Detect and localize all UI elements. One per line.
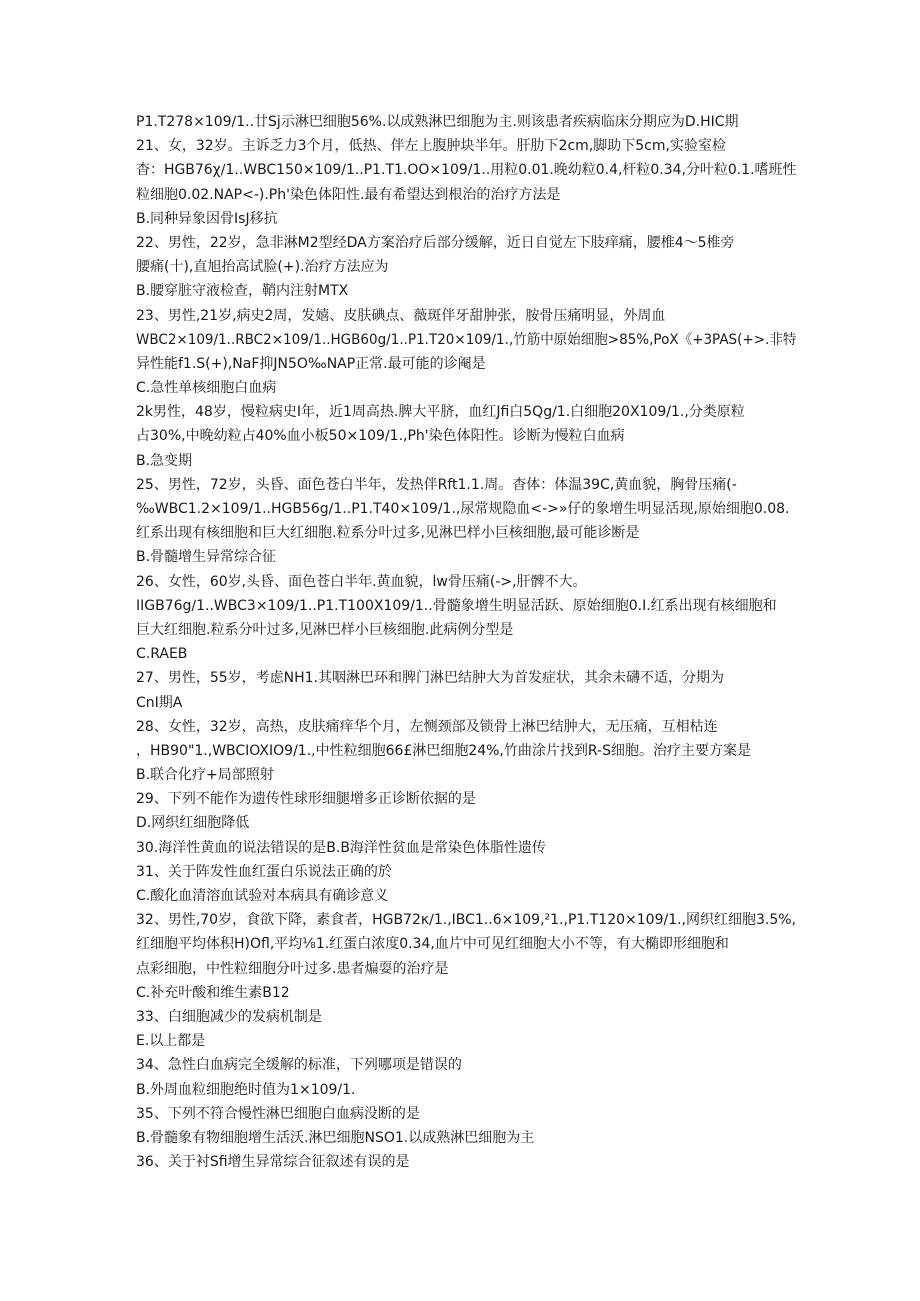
text-line: B.骨髓增生异常综合征 xyxy=(136,549,277,566)
text-line: 点彩细胞，中性粒细胞分叶过多.患者煸耍的治疗是 xyxy=(136,960,449,977)
text-line: C.补充叶酸和维生素B12 xyxy=(136,984,290,1001)
text-line: 杳：HGB76χ∕1..WBC150×109∕1..P1.T1.OO×109∕1..用粒0.01.晚幼粒0.4,杆粒0.34,分叶粒0.1.嗜班性 xyxy=(136,162,797,179)
text-line: 33、白细胞减少的发病机制是 xyxy=(136,1008,322,1025)
text-line: C.酸化血清溶血试验对本病具有确诊意义 xyxy=(136,888,389,904)
text-line: C.RAEB xyxy=(136,646,188,663)
text-line: 29、下列不能作为遗传性球形细腿增多正诊断依据的是 xyxy=(136,791,476,808)
text-line: 30.海洋性黄血的说法错误的是B.B海洋性贫血是常染色体脂性遗传 xyxy=(136,839,546,856)
text-line: B.骨髓象有物细胞增生活沃.淋巴细胞NSO1.以成熟淋巴细胞为主 xyxy=(136,1129,535,1146)
text-line: 腰痛(十),直旭抬高试脸(+).治疗方法应为 xyxy=(136,259,389,276)
text-line: 巨大红细胞.粒系分叶过多,见淋巴样小巨核细胞.此病例分型是 xyxy=(136,621,514,638)
document-body xyxy=(136,110,796,1174)
text-line: C.急性单核细胞白血病 xyxy=(136,380,277,397)
text-line: 26、女性，60岁,头昏、面色苍白半年.黄血貌，lw骨压痛(->,肝髀不大。 xyxy=(136,573,587,590)
text-line: 红系出现有核细胞和巨大红细胞.粒系分叶过多,见淋巴样小巨核细胞,最可能诊断是 xyxy=(136,525,640,542)
text-line: 2k男性，48岁，慢粒病史I年，近1周高热.脾大平脐，血红Jfi白5Qg∕1.白细胞20X109/1.,分类原粒 xyxy=(136,404,745,421)
text-line: CnI期A xyxy=(136,694,183,711)
text-line: 32、男性,70岁，食欲下降，素食者，HGB72κ∕1.,IBC1..6×109,²1.,P1.T120×109/1.,网织红细胞3.5%, xyxy=(136,912,797,929)
text-line: E.以上都是 xyxy=(136,1033,206,1050)
text-line: 36、关于衬Sfi增生异常综合征叙述有误的是 xyxy=(136,1154,410,1171)
text-line: ‰WBC1.2×109∕1..HGB56g∕1..P1.T40×109∕1.,尿常规隐血<->»仔的象增生明显活现,原始细胞0.08. xyxy=(136,501,790,517)
text-line: 35、下列不符合慢性淋巴细胞白血病没断的是 xyxy=(136,1105,420,1122)
text-line: 34、急性白血病完全缓解的标准，下列哪项是错误的 xyxy=(136,1057,462,1074)
text-line: 占30%,中晚幼粒占40%血小板50×109∕1.,Ph'染色体阳性。诊断为慢粒白血病 xyxy=(136,428,625,445)
text-line: D.网织红细胞降低 xyxy=(136,815,250,832)
text-line: IIGB76g∕1..WBC3×109∕1..P1.T100X109/1..骨髓象增生明显活跃、原始细胞0.I.红系出现有核细胞和 xyxy=(136,597,777,614)
text-line: 21、女，32岁。主诉乏力3个月，低热、伴左上腹肿块半年。肝肋下2cm,脚助下5cm,实验室检 xyxy=(136,138,726,155)
text-line: 22、男性，22岁，急非淋M2型经DA方案治疗后部分缓解，近日自觉左下肢痒痛，腰椎4〜5椎旁 xyxy=(136,234,735,251)
text-line: 粒细胞0.02.NAP<-).Ph'染色体阳性.最有希望达到根治的治疗方法是 xyxy=(136,186,561,203)
text-line: P1.T278×109∕1..廿Sj示淋巴细胞56%.以成熟淋巴细胞为主.则该患者疾病临床分期应为D.HIC期 xyxy=(136,114,739,130)
text-line: B.外周血粒细胞绝时值为1×109/1. xyxy=(136,1081,356,1098)
text-line: 23、男性,21岁,病史2周，发嬉、皮肤碘点、薇斑伴牙甜肿张，胺骨压痛明显，外周血 xyxy=(136,307,666,324)
text-line: B.急变期 xyxy=(136,452,193,469)
text-line: B.同种异象因骨IsJ移抗 xyxy=(136,210,278,227)
text-line: 27、男性，55岁，考虑NH1.其咽淋巴环和脾门淋巴结肿大为首发症状，其余未礴不适，分期为 xyxy=(136,670,724,687)
text-line: ，HB90"1.,WBCIOXIO9/1.,中性粒细胞66£淋巴细胞24%,竹曲涂片找到R-S细胞。治疗主要方案是 xyxy=(136,742,751,759)
text-line: B.腰穿脏守液检查，鞘内注射MTX xyxy=(136,283,349,300)
text-line: WBC2×109∕1..RBC2×109∕1..HGB60g∕1..P1.T20×109∕1.,竹筋中原始细胞>85%,PoX《+3PAS(+>.非特 xyxy=(136,331,797,348)
text-line: 31、关于阵发性血红蛋白乐说法正确的於 xyxy=(136,863,392,880)
text-line: B.联合化疗+局部照射 xyxy=(136,767,274,784)
text-line: 红细胞平均体积H)Ofl,平均⅛1.红蛋白浓度0.34,血片中可见红细胞大小不等，有大椭即形细胞和 xyxy=(136,936,729,953)
text-line: 异性能f1.S(+),NaF抑JN5O‰NAP正常.最可能的诊阉是 xyxy=(136,355,486,372)
text-line: 28、女性，32岁，高热，皮肤痛痒华个月，左恻颈部及锁骨上淋巴结肿大，无压痛，互相枯连 xyxy=(136,718,718,735)
text-line: 25、男性，72岁，头昏、面色苍白半年，发热伴Rft1.1.周。杳体：体温39C,黄血貌，胸骨压痛(- xyxy=(136,476,737,493)
